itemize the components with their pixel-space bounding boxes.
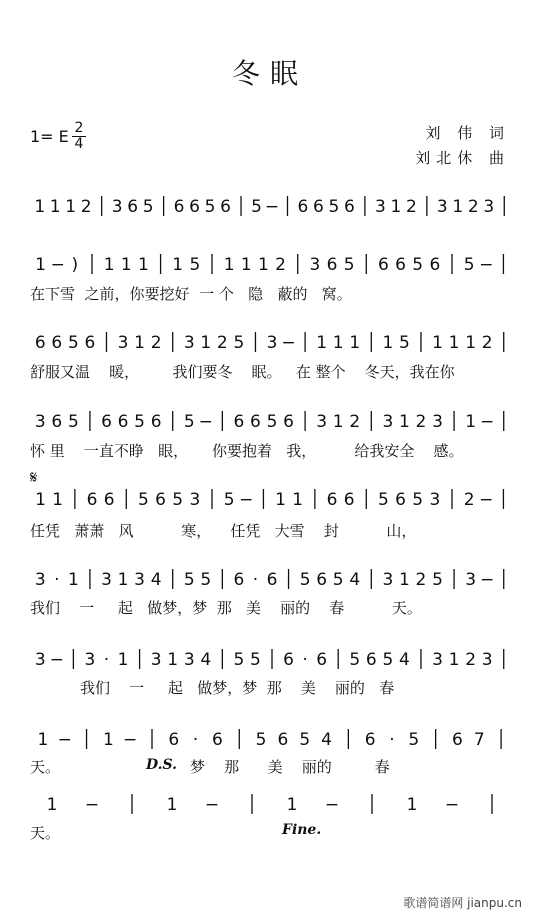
score-note: 6 xyxy=(103,490,115,510)
composer-credit: 刘北休 曲 xyxy=(415,149,510,167)
score-note: 3 xyxy=(432,650,443,670)
lyricist-credit: 刘 伟 词 xyxy=(425,124,510,142)
lyrics-line-9: 天。 xyxy=(30,824,61,842)
score-note: 1 xyxy=(167,650,179,670)
score-note: 2 xyxy=(275,255,286,275)
score-note: 1 xyxy=(332,412,344,432)
score-note: 2 xyxy=(216,333,228,353)
score-note: 3 xyxy=(34,570,46,590)
score-note: · xyxy=(192,730,199,750)
score-note: · xyxy=(54,570,60,590)
score-note: 1 xyxy=(398,412,410,432)
lyrics-line-3: 舒服又温 暖， 我们要冬 眠。 在 整个 冬天，我在你 xyxy=(30,363,455,381)
time-signature-bottom: 4 xyxy=(74,136,84,152)
score-note: 5 xyxy=(255,730,267,750)
score-note: 5 xyxy=(223,490,235,510)
score-note: 2 xyxy=(415,570,427,590)
score-note: 1 xyxy=(103,255,115,275)
score-note: 5 xyxy=(250,650,261,670)
score-note: 5 xyxy=(382,650,394,670)
score-note: 5 xyxy=(183,412,195,432)
score-note: 1 xyxy=(65,197,77,217)
score-note: 3 xyxy=(34,650,46,670)
lyrics-line-8a: 天。 xyxy=(30,758,61,776)
score-note: 1 xyxy=(166,795,178,815)
score-note: 5 xyxy=(134,412,146,432)
score-note: 2 xyxy=(481,333,493,353)
score-note: 1 xyxy=(37,730,49,750)
score-note: 1 xyxy=(46,795,58,815)
score-note: 5 xyxy=(266,412,278,432)
score-note: 3 xyxy=(483,197,495,217)
score-note: 3 xyxy=(134,570,146,590)
score-note: 6 xyxy=(51,412,63,432)
score-note: 5 xyxy=(183,570,195,590)
score-note: 1 xyxy=(134,333,146,353)
score-note: 1 xyxy=(465,333,477,353)
score-note: 6 xyxy=(86,490,98,510)
score-note: 3 xyxy=(481,650,493,670)
score-note: 5 xyxy=(349,650,361,670)
score-note: − xyxy=(57,730,72,750)
score-note: − xyxy=(264,197,280,217)
score-note: 5 xyxy=(142,197,154,217)
score-note: 6 xyxy=(233,412,245,432)
key-signature: 1= E xyxy=(30,127,69,146)
lyrics-line-6: 我们 一 起 做梦，梦 那 美 丽的 春 天。 xyxy=(30,599,422,617)
score-note: 3 xyxy=(382,412,394,432)
score-note: 6 xyxy=(250,412,261,432)
score-note: 5 xyxy=(408,730,420,750)
score-note: 5 xyxy=(233,650,245,670)
score-note: 1 xyxy=(35,490,46,510)
segno-sign: 𝄋 xyxy=(30,468,38,488)
score-note: 1 xyxy=(240,255,252,275)
score-note: 6 xyxy=(150,412,162,432)
score-note: 6 xyxy=(173,197,185,217)
score-note: 1 xyxy=(275,490,286,510)
score-note: 6 xyxy=(343,490,355,510)
score-note: 6 xyxy=(395,255,406,275)
score-note: 3 xyxy=(111,197,123,217)
score-note: 6 xyxy=(277,730,289,750)
score-note: 1 xyxy=(258,255,269,275)
score-note: ) xyxy=(71,255,79,275)
score-note: − xyxy=(50,255,65,275)
score-note: 6 xyxy=(313,197,324,217)
score-note: 6 xyxy=(127,197,139,217)
score-note: 6 xyxy=(364,730,376,750)
score-note: 1 xyxy=(117,650,129,670)
score-note: − xyxy=(480,412,495,432)
lyrics-line-8b: 梦 那 美 丽的 春 xyxy=(190,758,390,776)
score-note: 4 xyxy=(150,570,162,590)
score-note: − xyxy=(123,730,138,750)
score-note: 1 xyxy=(332,333,344,353)
score-note: 1 xyxy=(35,255,46,275)
score-note: 6 xyxy=(34,333,46,353)
score-note: 6 xyxy=(168,730,180,750)
score-note: 1 xyxy=(67,570,79,590)
score-note: − xyxy=(479,255,494,275)
score-note: 1 xyxy=(448,333,460,353)
score-note: 5 xyxy=(432,570,443,590)
score-note: 3 xyxy=(382,570,394,590)
score-note: 6 xyxy=(316,570,328,590)
score-note: 3 xyxy=(432,412,443,432)
score-note: 6 xyxy=(326,490,338,510)
score-note: 3 xyxy=(101,570,112,590)
score-note: 5 xyxy=(67,333,79,353)
score-note: 4 xyxy=(321,730,332,750)
score-note: 5 xyxy=(204,197,216,217)
score-note: 1 xyxy=(465,412,477,432)
score-note: 6 xyxy=(117,412,129,432)
score-note: 1 xyxy=(223,255,235,275)
score-note: 1 xyxy=(432,333,443,353)
score-note: 1 xyxy=(138,255,149,275)
score-note: 6 xyxy=(365,650,377,670)
score-note: 3 xyxy=(316,412,328,432)
score-note: 5 xyxy=(412,490,424,510)
score-note: 5 xyxy=(463,255,475,275)
ds-mark: D.S. xyxy=(146,757,178,773)
score-note: 5 xyxy=(138,490,149,510)
score-note: − xyxy=(324,795,340,815)
score-note: 5 xyxy=(200,570,212,590)
score-note: 3 xyxy=(309,255,321,275)
score-note: − xyxy=(239,490,254,510)
score-note: 3 xyxy=(189,490,201,510)
score-note: 1 xyxy=(448,650,460,670)
score-note: 3 xyxy=(183,333,195,353)
score-note: 1 xyxy=(286,795,298,815)
score-note: 5 xyxy=(67,412,79,432)
score-note: 1 xyxy=(200,333,212,353)
score-note: − xyxy=(444,795,460,815)
score-note: 5 xyxy=(299,730,311,750)
score-note: 4 xyxy=(398,650,410,670)
score-note: 1 xyxy=(117,570,129,590)
watermark-text: 歌谱简谱网 jianpu.cn xyxy=(403,896,522,910)
score-note: 4 xyxy=(349,570,361,590)
time-signature-top: 2 xyxy=(74,120,84,136)
score-note: 1 xyxy=(172,255,184,275)
score-note: · xyxy=(103,650,110,670)
score-note: 5 xyxy=(299,570,311,590)
score-note: 2 xyxy=(150,333,162,353)
score-note: 6 xyxy=(220,197,231,217)
fine-mark: Fine. xyxy=(282,822,322,838)
lyrics-line-5: 任凭 萧萧 风 寒， 任凭 大雪 封 山， xyxy=(30,522,417,540)
score-note: 2 xyxy=(405,197,417,217)
score-note: 6 xyxy=(51,333,63,353)
song-title: 冬眠 xyxy=(231,57,308,90)
score-note: − xyxy=(204,795,220,815)
score-note: 5 xyxy=(172,490,184,510)
score-note: − xyxy=(281,333,296,353)
score-note: 6 xyxy=(297,197,309,217)
score-note: 6 xyxy=(326,255,338,275)
score-note: − xyxy=(198,412,213,432)
score-note: 2 xyxy=(463,490,475,510)
score-note: 6 xyxy=(212,730,223,750)
score-note: 2 xyxy=(80,197,92,217)
score-note: 5 xyxy=(332,570,344,590)
score-note: 2 xyxy=(465,650,477,670)
score-note: 6 xyxy=(84,333,96,353)
score-note: 1 xyxy=(406,795,418,815)
score-note: 1 xyxy=(398,570,410,590)
score-note: 6 xyxy=(233,570,245,590)
score-note: 6 xyxy=(283,650,294,670)
score-note: 5 xyxy=(233,333,245,353)
score-note: 6 xyxy=(344,197,355,217)
score-note: 6 xyxy=(283,412,294,432)
score-note: 3 xyxy=(465,570,477,590)
score-note: 5 xyxy=(328,197,340,217)
score-note: − xyxy=(84,795,100,815)
score-note: 1 xyxy=(316,333,328,353)
score-note: 5 xyxy=(412,255,424,275)
score-note: 3 xyxy=(34,412,46,432)
score-note: · xyxy=(302,650,308,670)
lyrics-line-4: 怀 里 一直不睁 眼， 你要抱着 我， 给我安全 感。 xyxy=(30,442,464,460)
score-note: 5 xyxy=(398,333,410,353)
score-note: 3 xyxy=(374,197,386,217)
score-note: − xyxy=(480,570,495,590)
score-note: 6 xyxy=(155,490,166,510)
score-note: 2 xyxy=(467,197,479,217)
score-note: − xyxy=(49,650,64,670)
score-note: 6 xyxy=(266,570,278,590)
lyrics-line-7: 我们 一 起 做梦，梦 那 美 丽的 春 xyxy=(80,679,395,697)
lyrics-line-2: 在下雪 之前，你要挖好 一 个 隐 蔽的 窝。 xyxy=(30,285,352,303)
score-note: 3 xyxy=(183,650,195,670)
score-note: 6 xyxy=(395,490,406,510)
score-note: 6 xyxy=(378,255,389,275)
score-note: 1 xyxy=(349,333,361,353)
score-note: − xyxy=(479,490,494,510)
score-note: · xyxy=(389,730,395,750)
score-note: 1 xyxy=(102,730,114,750)
score-note: 3 xyxy=(117,333,129,353)
score-note: 2 xyxy=(349,412,361,432)
score-note: 6 xyxy=(189,197,200,217)
score-note: 1 xyxy=(382,333,394,353)
score-note: 5 xyxy=(378,490,389,510)
score-note: 1 xyxy=(52,490,64,510)
score-note: 2 xyxy=(415,412,427,432)
score-note: 3 xyxy=(266,333,278,353)
score-note: 3 xyxy=(436,197,448,217)
score-note: · xyxy=(252,570,259,590)
score-note: 6 xyxy=(452,730,463,750)
score-note: 1 xyxy=(390,197,402,217)
score-note: 3 xyxy=(84,650,96,670)
score-note: 3 xyxy=(429,490,441,510)
score-note: 6 xyxy=(101,412,112,432)
score-note: 6 xyxy=(429,255,441,275)
score-note: 1 xyxy=(452,197,464,217)
score-note: 1 xyxy=(292,490,304,510)
score-note: 5 xyxy=(343,255,355,275)
score-note: 7 xyxy=(473,730,485,750)
score-note: 6 xyxy=(316,650,328,670)
score-note: 3 xyxy=(150,650,162,670)
score-note: 1 xyxy=(120,255,132,275)
score-note: 1 xyxy=(49,197,61,217)
score-note: 5 xyxy=(189,255,201,275)
score-note: 4 xyxy=(200,650,212,670)
score-note: 5 xyxy=(251,197,262,217)
score-note: 1 xyxy=(34,197,46,217)
